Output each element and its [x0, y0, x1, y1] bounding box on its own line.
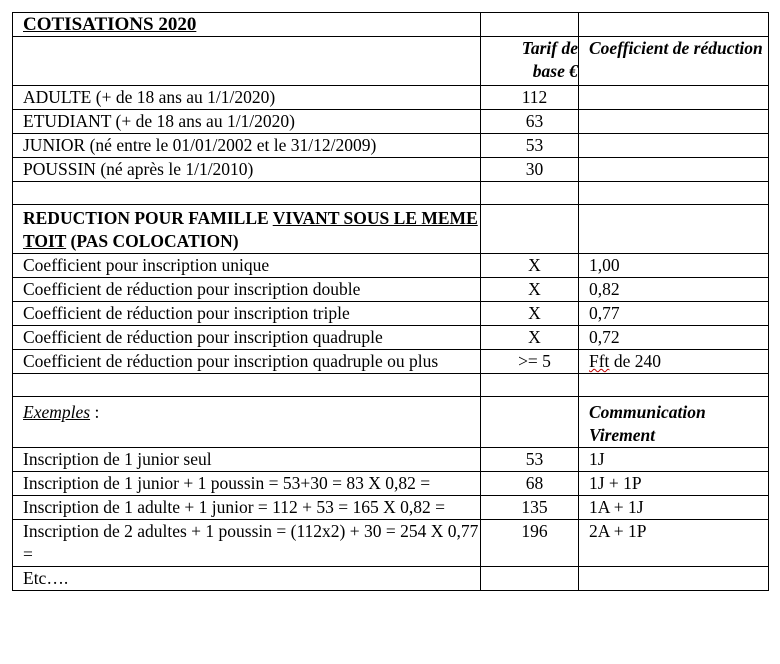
table-row [13, 302, 769, 326]
spacer-row [13, 374, 769, 397]
example-amount: 135 [481, 496, 579, 520]
cotisations-table [12, 12, 769, 591]
examples-heading: Exemples : [13, 397, 481, 448]
tarif-label: ETUDIANT (+ de 18 ans au 1/1/2020) [13, 110, 481, 134]
title-row [13, 13, 769, 37]
reduction-heading-row [13, 205, 769, 254]
table-row [13, 326, 769, 350]
coefficient-label: Coefficient de réduction pour inscription double [13, 278, 481, 302]
example-label: Inscription de 2 adultes + 1 poussin = (112x2) + 30 = 254 X 0,77 = [13, 520, 481, 567]
coefficient-mark: >= 5 [481, 350, 579, 374]
example-label: Inscription de 1 adulte + 1 junior = 112 + 53 = 165 X 0,82 = [13, 496, 481, 520]
coefficient-mark: X [481, 254, 579, 278]
table-row [13, 567, 769, 591]
example-communication: 1J + 1P [579, 472, 769, 496]
example-label: Inscription de 1 junior + 1 poussin = 53+30 = 83 X 0,82 = [13, 472, 481, 496]
tarif-label: POUSSIN (né après le 1/1/2010) [13, 158, 481, 182]
table-row [13, 134, 769, 158]
table-row [13, 448, 769, 472]
example-communication: 1A + 1J [579, 496, 769, 520]
example-amount: 68 [481, 472, 579, 496]
tarif-value: 112 [481, 86, 579, 110]
table-row [13, 110, 769, 134]
page-title: COTISATIONS 2020 [13, 13, 481, 37]
coefficient-label: Coefficient de réduction pour inscription quadruple ou plus [13, 350, 481, 374]
coefficient-value: 0,77 [579, 302, 769, 326]
coefficient-value: 0,82 [579, 278, 769, 302]
spacer-row [13, 182, 769, 205]
tarif-label: ADULTE (+ de 18 ans au 1/1/2020) [13, 86, 481, 110]
tarif-value: 53 [481, 134, 579, 158]
coefficient-label: Coefficient pour inscription unique [13, 254, 481, 278]
example-amount: 53 [481, 448, 579, 472]
tarif-header: Tarif de base € [481, 37, 579, 86]
coefficient-mark: X [481, 278, 579, 302]
table-row [13, 278, 769, 302]
table-row [13, 472, 769, 496]
table-row [13, 254, 769, 278]
example-communication: 2A + 1P [579, 520, 769, 567]
table-row [13, 158, 769, 182]
table-row [13, 520, 769, 567]
example-label: Inscription de 1 junior seul [13, 448, 481, 472]
table-row [13, 86, 769, 110]
etc-label: Etc…. [13, 567, 481, 591]
examples-heading-row [13, 397, 769, 448]
coefficient-label: Coefficient de réduction pour inscription quadruple [13, 326, 481, 350]
coefficient-mark: X [481, 302, 579, 326]
reduction-heading: REDUCTION POUR FAMILLE VIVANT SOUS LE MEME TOIT (PAS COLOCATION) [13, 205, 481, 254]
coefficient-label: Coefficient de réduction pour inscription triple [13, 302, 481, 326]
coefficient-mark: X [481, 326, 579, 350]
coefficient-value: 0,72 [579, 326, 769, 350]
coefficient-value: 1,00 [579, 254, 769, 278]
tarif-label: JUNIOR (né entre le 01/01/2002 et le 31/12/2009) [13, 134, 481, 158]
example-communication: 1J [579, 448, 769, 472]
coefficient-header: Coefficient de réduction [579, 37, 769, 86]
table-row [13, 496, 769, 520]
communication-header: Communication Virement [579, 397, 769, 448]
column-header-row [13, 37, 769, 86]
example-amount: 196 [481, 520, 579, 567]
tarif-value: 63 [481, 110, 579, 134]
table-row [13, 350, 769, 374]
tarif-value: 30 [481, 158, 579, 182]
coefficient-value: Fft de 240 [579, 350, 769, 374]
